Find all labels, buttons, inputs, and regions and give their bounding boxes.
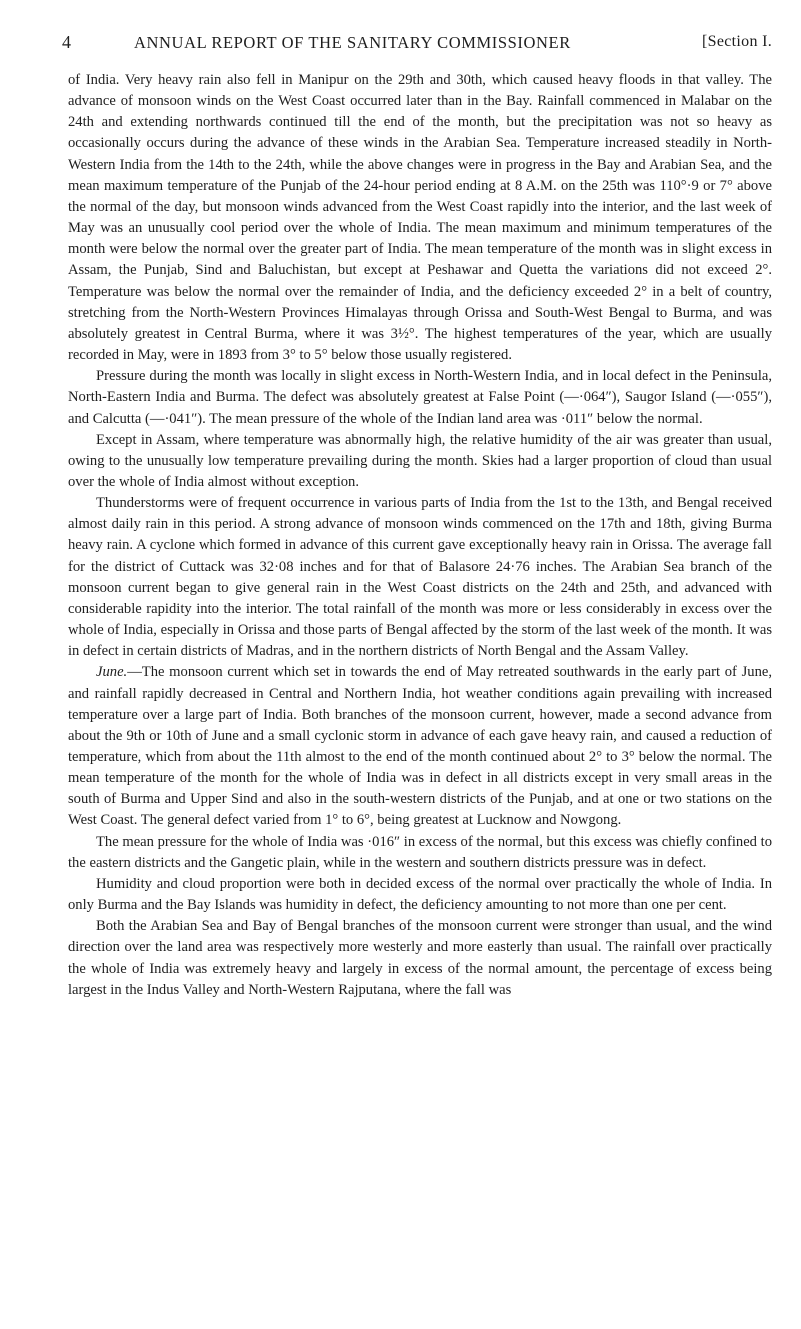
month-label-june: June. (96, 664, 128, 681)
running-head (62, 32, 772, 54)
body-text (68, 70, 772, 1001)
paragraph-june-text: —The monsoon current which set in towards the end of May retreated southwards in the early part of June, and rainfall rapidly decreased in Central and Northern India, hot weather conditions again prevailing with increased temperature over a large part of India. Both branches of the monsoon current, however, made a second advance from about the 9th or 10th of June and a small cyclonic storm in advance of each gave heavy rain, and caused a reduction of temperature, which from about the 11th almost to the end of the month continued about 2° to 3° below the normal. The mean temperature of the month for the whole of India was in defect in all districts except in very small areas in the south of Burma and Upper Sind and also in the south-western districts of the Punjab, and at one or two stations on the West Coast. The general defect varied from 1° to 6°, being greatest at Lucknow and Nowgong. (68, 664, 772, 829)
report-title: ANNUAL REPORT OF THE SANITARY COMMISSIONER (134, 33, 571, 52)
paragraph-june-monsoon: Both the Arabian Sea and Bay of Bengal branches of the monsoon current were stronger than usual, and the wind direction over the land area was respectively more westerly and more easterly than usual. The rainfall over practically the whole of India was extremely heavy and largely in excess of the normal amount, the percentage of excess being largest in the Indus Valley and North-Western Rajputana, where the fall was (68, 918, 772, 998)
paragraph-june-pressure: The mean pressure for the whole of India was ·016″ in excess of the normal, but this excess was chiefly confined to the eastern districts and the Gangetic plain, while in the western and southern districts pressure was in defect. (68, 833, 772, 871)
paragraph-june (68, 662, 772, 831)
paragraph-continued: of India. Very heavy rain also fell in Manipur on the 29th and 30th, which caused heavy floods in that valley. The advance of monsoon winds on the West Coast occurred later than in the Bay. Rainfall commenced in Malabar on the 24th and extending northwards continued till the end of the month, but the precipitation was not so heavy as occasionally occurs during the advance of these winds in the Arabian Sea. Temperature increased steadily in North-Western India from the 14th to the 24th, while the above changes were in progress in the Bay and Arabian Sea, and the mean maximum temperature of the Punjab of the 24-hour period ending at 8 A.M. on the 25th was 110°·9 or 7° above the normal of the day, but monsoon winds advanced from the West Coast rapidly into the interior, and the last week of May was an unusually cool period over the whole of India. The mean maximum and minimum temperatures of the month were below the normal over the greater part of India. The mean temperature of the month was in slight excess in Assam, the Punjab, Sind and Baluchistan, but except at Peshawar and Quetta the variations did not exceed 2°. Temperature was below the normal over the remainder of India, and the deficiency exceeded 2° in a belt of country, stretching from the North-Western Provinces Himalayas through Orissa and South-West Bengal to Burma, and was absolutely greatest in Central Burma, where it was 3½°. The highest temperatures of the year, which are usually recorded in May, were in 1893 from 3° to 5° below those usually registered. (68, 72, 772, 364)
paragraph-thunderstorms: Thunderstorms were of frequent occurrence in various parts of India from the 1st to the 13th, and Bengal received almost daily rain in this period. A strong advance of monsoon winds commenced on the 17th and 18th, giving Burma heavy rain. A cyclone which formed in advance of this current gave exceptionally heavy rain in Orissa. The average fall for the district of Cuttack was 32·08 inches and for that of Balasore 24·76 inches. The Arabian Sea branch of the monsoon current began to give general rain in the West Coast districts on the 24th and 25th, and advanced with considerable rapidity into the interior. The total rainfall of the month was more or less considerably in excess over the whole of India, especially in Orissa and those parts of Bengal affected by the storm of the last week of the month. It was in defect in certain districts of Madras, and in the northern districts of North Bengal and the Assam Valley. (68, 495, 772, 660)
paragraph-pressure: Pressure during the month was locally in slight excess in North-Western India, and in local defect in the Peninsula, North-Eastern India and Burma. The defect was absolutely greatest at False Point (—·064″), Saugor Island (—·055″), and Calcutta (—·041″). The mean pressure of the whole of the Indian land area was ·011″ below the normal. (68, 368, 772, 427)
page-number: 4 (62, 32, 71, 52)
paragraph-humidity: Except in Assam, where temperature was abnormally high, the relative humidity of the air was greater than usual, owing to the unusually low temperature prevailing during the month. Skies had a larger proportion of cloud than usual over the whole of India almost without exception. (68, 431, 772, 490)
paragraph-june-humidity: Humidity and cloud proportion were both in decided excess of the normal over practically the whole of India. In only Burma and the Bay Islands was humidity in defect, the deficiency amounting to not more than one per cent. (68, 875, 772, 914)
section-reference: [Section I. (702, 33, 772, 50)
